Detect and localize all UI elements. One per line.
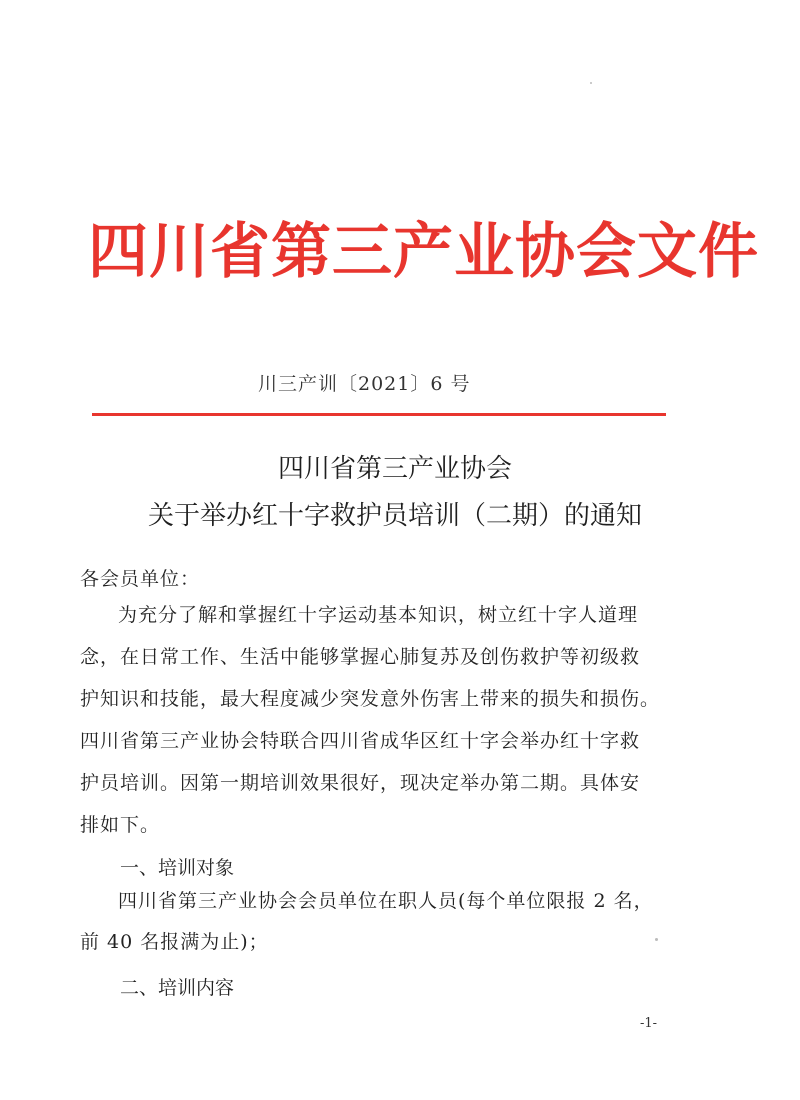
section-heading-1: 一、培训对象 bbox=[120, 857, 235, 879]
scan-speck bbox=[590, 82, 592, 84]
page-number: -1- bbox=[640, 1016, 658, 1031]
intro-paragraph-line: 排如下。 bbox=[80, 814, 161, 836]
intro-paragraph-line: 为充分了解和掌握红十字运动基本知识，树立红十字人道理 bbox=[118, 604, 639, 626]
section-1-line: 四川省第三产业协会会员单位在职人员(每个单位限报 2 名， bbox=[118, 890, 654, 912]
intro-paragraph-line: 念，在日常工作、生活中能够掌握心肺复苏及创伤救护等初级救 bbox=[80, 646, 641, 668]
scan-speck bbox=[655, 938, 658, 941]
intro-paragraph-line: 四川省第三产业协会特联合四川省成华区红十字会举办红十字救 bbox=[80, 730, 641, 752]
intro-paragraph-line: 护知识和技能，最大程度减少突发意外伤害上带来的损失和损伤。 bbox=[80, 688, 661, 710]
section-1-line: 前 40 名报满为止)； bbox=[80, 931, 269, 953]
notice-title-line-2: 关于举办红十字救护员培训（二期）的通知 bbox=[147, 501, 642, 531]
red-divider-line bbox=[92, 413, 666, 416]
document-number: 川三产训〔2021〕6 号 bbox=[258, 373, 471, 395]
salutation: 各会员单位： bbox=[80, 568, 201, 590]
intro-paragraph-line: 护员培训。因第一期培训效果很好，现决定举办第二期。具体安 bbox=[80, 772, 641, 794]
masthead-title: 四川省第三产业协会文件 bbox=[88, 217, 759, 287]
section-heading-2: 二、培训内容 bbox=[120, 977, 235, 999]
notice-title-line-1: 四川省第三产业协会 bbox=[277, 454, 512, 484]
